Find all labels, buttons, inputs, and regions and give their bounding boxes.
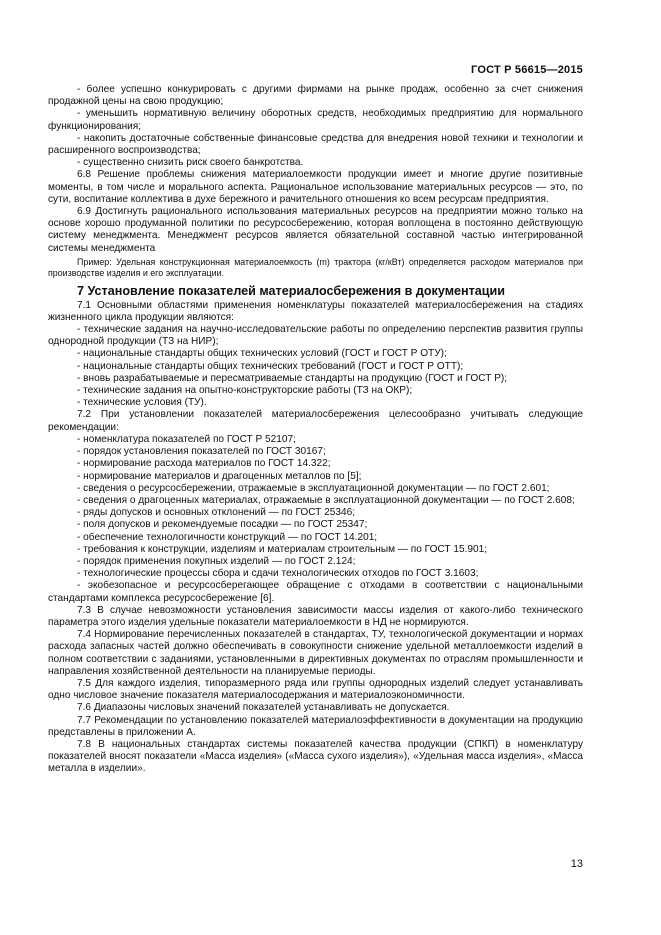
list-item: - ряды допусков и основных отклонений — по ГОСТ 25346; (77, 507, 356, 519)
paragraph: 7.4 Нормирование перечисленных показателей в стандартах, ТУ, технологической документации и нормах расхода запасных частей должно обеспечивать в совокупности снижение удельной металлоемкости изделий в полном соответствии с заданиями, установленными в директивных документах по отраслям промышленности и направления хозяйственной деятельности на планируемые периоды. (48, 629, 583, 677)
list-item: - порядок установления показателей по ГОСТ 30167; (77, 446, 326, 458)
list-item: - порядок применения покупных изделий — по ГОСТ 2.124; (77, 555, 356, 567)
list-item: - сведения о драгоценных материалах, отражаемые в эксплуатационной документации — по ГОСТ 2.608; (77, 494, 575, 506)
paragraph: 7.2 При установлении показателей материалосбережения целесообразно учитывать следующие рекомендации: (48, 409, 583, 433)
paragraph: - существенно снизить риск своего банкротства. (77, 157, 304, 169)
list-item: - поля допусков и рекомендуемые посадки — по ГОСТ 25347; (77, 519, 368, 531)
list-item: - технологические процессы сбора и сдачи технологических отходов по ГОСТ 3.1603; (77, 568, 479, 580)
list-item: - требования к конструкции, изделиям и материалам строительным — по ГОСТ 15.901; (77, 543, 488, 555)
paragraph: - более успешно конкурировать с другими фирмами на рынке продаж, особенно за счет снижения продажной цены на свою продукцию; (48, 84, 583, 108)
list-item: - обеспечение технологичности конструкций — по ГОСТ 14.201; (77, 531, 378, 543)
list-item: - национальные стандарты общих технических требований (ГОСТ и ГОСТ Р ОТТ); (77, 360, 464, 372)
list-item: - экобезопасное и ресурсосберегающее обращение с отходами в соответствии с национальными стандартами комплекса ресурсосбережение [6]. (48, 580, 583, 604)
list-item: - технические условия (ТУ). (77, 397, 207, 409)
document-header: ГОСТ Р 56615—2015 (471, 64, 583, 76)
paragraph: 7.5 Для каждого изделия, типоразмерного ряда или группы однородных изделий следует устанавливать одно числовое значение показателя материалосодержания и материалоэкономичности. (48, 677, 583, 702)
page-number: 13 (570, 858, 583, 870)
paragraph: - накопить достаточные собственные финансовые средства для внедрения новой техники и технологии и расширенного воспроизводства; (48, 132, 583, 157)
example-note: Пример: Удельная конструкционная материалоемкость (m) трактора (кг/кВт) определяется расходом материалов при производстве изделия и его эксплуатации. (48, 256, 583, 279)
list-item: - национальные стандарты общих технических условий (ГОСТ и ГОСТ Р ОТУ); (77, 348, 447, 360)
section-title: 7 Установление показателей материалосбережения в документации (77, 283, 506, 298)
paragraph: 7.8 В национальных стандартах системы показателей качества продукции (СПКП) в номенклатуру показателей вносят показатели «Масса изделия» («Масса сухого изделия»), «Удельная масса изделия», «Масса металла в изделии». (48, 738, 583, 775)
list-item: - вновь разрабатываемые и пересматриваемые стандарты на продукцию (ГОСТ и ГОСТ Р); (77, 372, 508, 384)
paragraph: 7.7 Рекомендации по установлению показателей материалоэффективности в документации на продукцию представлены в приложении А. (48, 714, 583, 738)
list-item: - нормирование расхода материалов по ГОСТ 14.322; (77, 458, 331, 470)
list-item: - технические задания на опытно-конструкторские работы (ТЗ на ОКР); (77, 385, 413, 397)
paragraph: 7.3 В случае невозможности установления зависимости массы изделия от какого-либо технического параметра этого изделия удельные показатели материалоемкости в НД не нормируются. (48, 604, 583, 628)
list-item: - технические задания на научно-исследовательские работы по определению перспектив развития группы однородной продукции (ТЗ на НИР); (48, 324, 583, 348)
list-item: - нормирование материалов и драгоценных металлов по [5]; (77, 470, 362, 482)
paragraph: 7.6 Диапазоны числовых значений показателей устанавливать не допускается. (77, 702, 450, 714)
list-item: - сведения о ресурсосбережении, отражаемые в эксплуатационной документации — по ГОСТ 2.601; (77, 482, 550, 494)
paragraph: 7.1 Основными областями применения номенклатуры показателей материалосбережения на стадиях жизненного цикла продукции являются: (48, 299, 583, 323)
paragraph: 6.8 Решение проблемы снижения материалоемкости продукции имеет и многие другие позитивные моменты, в том числе и морального аспекта. Рациональное использование материальных ресурсов — это, по сути, воспитание коллектива в духе бережного и рачительного отношения ко всем ресурсам предприятия. (48, 169, 583, 205)
paragraph: 6.9 Достигнуть рационального использования материальных ресурсов на предприятии можно только на основе хорошо продуманной политики по ресурсосбережению, которая воплощена в постоянно действующую систему менеджмента. Менеджмент ресурсов является обязательной составной частью интегрированной системы менеджмента (48, 206, 583, 254)
page-body (48, 84, 583, 776)
list-item: - номенклатура показателей по ГОСТ Р 52107; (77, 433, 296, 445)
paragraph: - уменьшить нормативную величину оборотных средств, необходимых предприятию для нормального функционирования; (48, 108, 583, 132)
